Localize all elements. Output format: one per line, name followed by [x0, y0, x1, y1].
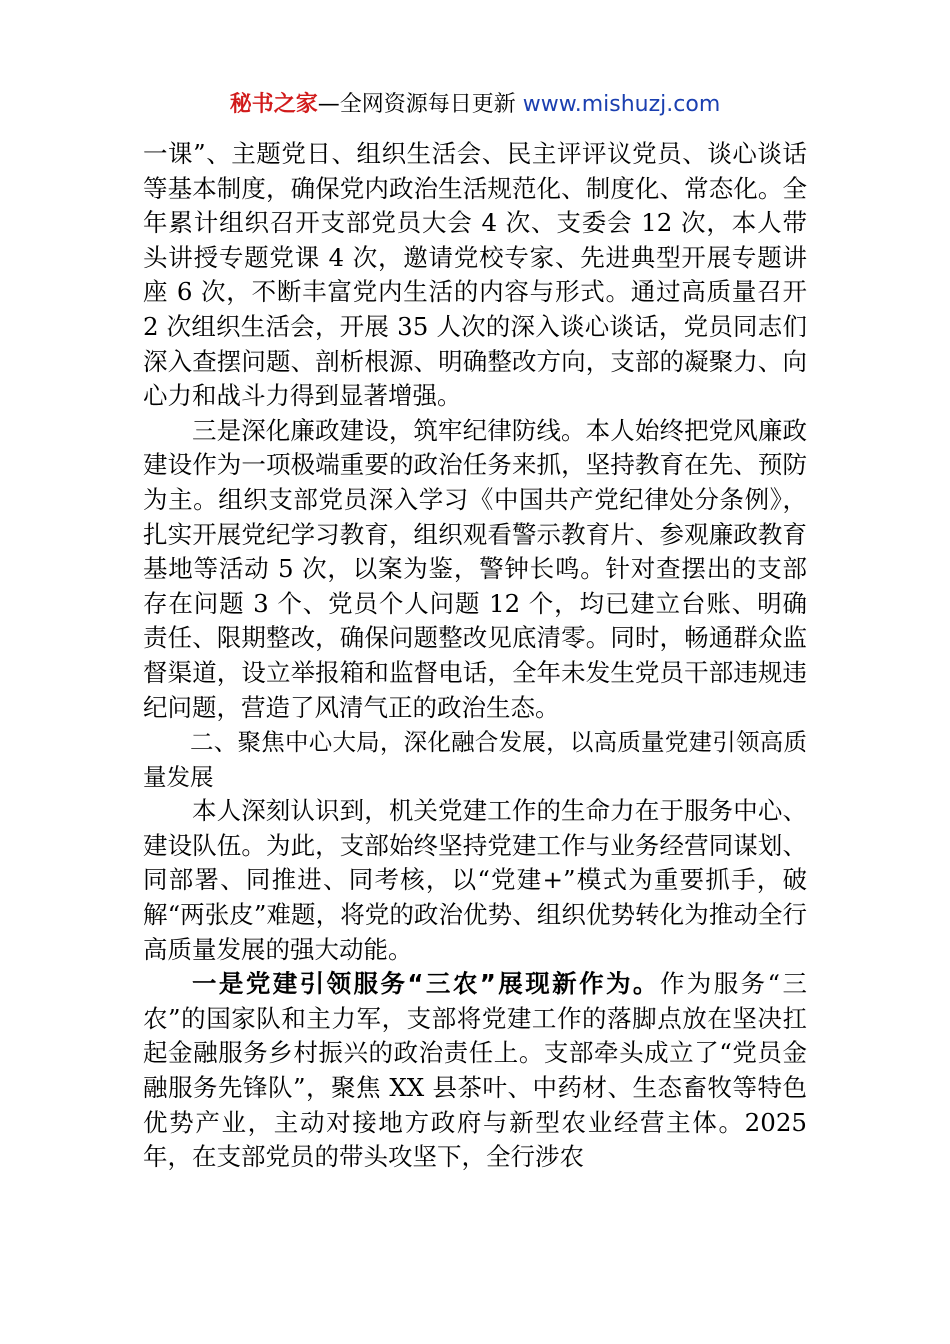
site-tagline: —全网资源每日更新 [317, 92, 516, 117]
site-brand: 秘书之家 [229, 92, 318, 117]
document-body [143, 137, 807, 1175]
site-header [0, 88, 950, 122]
paragraph-integrity: 三是深化廉政建设，筑牢纪律防线。本人始终把党风廉政建设作为一项极端重要的政治任务来抓，坚持教育在先、预防为主。组织支部党员深入学习《中国共产党纪律处分条例》，扎实开展党纪学习教育，组织观看警示教育片、参观廉政教育基地等活动 5 次，以案为鉴，警钟长鸣。针对查摆出的支部存在问题 3 个、党员个人问题 12 个，均已建立台账、明确责任、限期整改，确保问题整改见底清零。同时，畅通群众监督渠道，设立举报箱和监督电话，全年未发生党员干部违规违纪问题，营造了风清气正的政治生态。 [143, 415, 807, 722]
paragraph-integration: 本人深刻认识到，机关党建工作的生命力在于服务中心、建设队伍。为此，支部始终坚持党建工作与业务经营同谋划、同部署、同推进、同考核，以“党建+”模式为重要抓手，破解“两张皮”难题，将党的政治优势、组织优势转化为推动全行高质量发展的强大动能。 [143, 796, 807, 964]
section-heading: 二、聚焦中心大局，深化融合发展，以高质量党建引领高质量发展 [143, 728, 807, 791]
paragraph-lead-heading: 一是党建引领服务“三农”展现新作为。 [192, 969, 660, 999]
paragraph-rural-service [143, 967, 807, 1175]
site-url-link[interactable]: www.mishuzj.com [522, 92, 721, 117]
paragraph-party-life: 一课”、主题党日、组织生活会、民主评评议党员、谈心谈话等基本制度，确保党内政治生活规范化、制度化、常态化。全年累计组织召开支部党员大会 4 次、支委会 12 次，本人带头讲授专题党课 4 次，邀请党校专家、先进典型开展专题讲座 6 次，不断丰富党内生活的内容与形式。通过高质量召开 2 次组织生活会，开展 35 人次的深入谈心谈话，党员同志们深入查摆问题、剖析根源、明确整改方向，支部的凝聚力、向心力和战斗力得到显著增强。 [143, 139, 807, 411]
paragraph-rural-service-body: 作为服务“三农”的国家队和主力军，支部将党建工作的落脚点放在坚决扛起金融服务乡村振兴的政治责任上。支部牵头成立了“党员金融服务先锋队”，聚焦 XX 县茶叶、中药材、生态畜牧等特色优势产业，主动对接地方政府与新型农业经营主体。2025 年，在支部党员的带头攻坚下，全行涉农 [143, 969, 808, 1172]
